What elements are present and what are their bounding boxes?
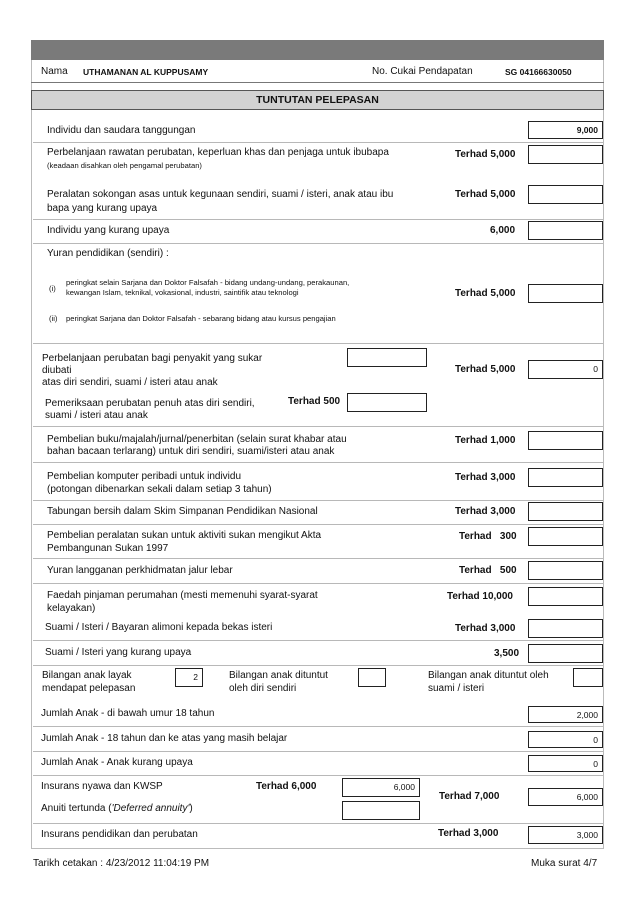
buku-label: Pembelian buku/majalah/jurnal/penerbitan (selain surat khabar atau: [47, 434, 347, 445]
anak-sendiri-label-2: oleh diri sendiri: [229, 683, 297, 694]
yuran-i-text: peringkat selain Sarjana dan Doktor Falsafah - bidang undang-undang, perakaunan,: [66, 278, 350, 287]
anuiti-label: [41, 803, 193, 815]
row-line: [33, 500, 603, 501]
komputer-input[interactable]: [528, 468, 603, 487]
suamiokukurang-label: Suami / Isteri yang kurang upaya: [45, 647, 192, 658]
perumahan-label-2: kelayakan): [47, 603, 96, 614]
anak-sendiri-label: Bilangan anak dituntut: [229, 670, 328, 681]
peralatan-input[interactable]: [528, 185, 603, 204]
pendidikan-value[interactable]: 3,000: [528, 826, 603, 844]
top-bar: [31, 40, 604, 60]
row-line: [33, 775, 603, 776]
section-title: TUNTUTAN PELEPASAN: [31, 90, 604, 110]
row-line: [33, 751, 603, 752]
alimoni-label: Suami / Isteri / Bayaran alimoni kepada bekas isteri: [45, 622, 273, 633]
anak-pasangan-label-2: suami / isteri: [428, 683, 485, 694]
sukan-limit: Terhad 300: [459, 531, 517, 542]
pemeriksaan-label: Pemeriksaan perubatan penuh atas diri sendiri,: [45, 398, 255, 409]
pemeriksaan-limit: Terhad 500: [288, 396, 341, 407]
row-line: [33, 823, 603, 824]
suamiokukurang-amount: 3,500: [494, 648, 520, 659]
perumahan-input[interactable]: [528, 587, 603, 606]
rawatan-label: Perbelanjaan rawatan perubatan, keperluan khas dan penjaga untuk ibubapa: [47, 147, 389, 158]
rawatan-input[interactable]: [528, 145, 603, 164]
perumahan-label: Faedah pinjaman perumahan (mesti memenuhi syarat-syarat: [47, 590, 318, 601]
row-line: [33, 243, 603, 244]
perumahan-limit: Terhad 10,000: [447, 591, 513, 602]
nama-label: Nama: [41, 66, 68, 77]
anak-layak-label: Bilangan anak layak: [42, 670, 132, 681]
yuran-input[interactable]: [528, 284, 603, 303]
insurans-inner-value[interactable]: 6,000: [342, 778, 420, 797]
insurans-label: Insurans nyawa dan KWSP: [41, 781, 163, 792]
anuiti-label-post: ): [189, 803, 193, 814]
yuran-i-text-2: kewangan Islam, teknikal, vokasional, industri, saintifik atau teknologi: [66, 288, 299, 297]
anuiti-label-pre: Anuiti tertunda (: [41, 803, 112, 814]
suamiokukurang-input[interactable]: [528, 644, 603, 663]
anak-layak-value[interactable]: 2: [175, 668, 203, 687]
yuran-ii-num: (ii): [49, 314, 58, 323]
row-line: [33, 142, 603, 143]
okukurang-input[interactable]: [528, 221, 603, 240]
okukurang-amount: 6,000: [490, 225, 516, 236]
row-line: [33, 583, 603, 584]
bottom-line: [31, 848, 604, 849]
anakbelajar-label: Jumlah Anak - 18 tahun dan ke atas yang masih belajar: [41, 733, 288, 744]
row-line: [33, 219, 603, 220]
anak18-label: Jumlah Anak - di bawah umur 18 tahun: [41, 708, 215, 719]
yuran-i-num: (i): [49, 284, 56, 293]
anakokukurang-label: Jumlah Anak - Anak kurang upaya: [41, 757, 193, 768]
penyakit-label-3: atas diri sendiri, suami / isteri atau anak: [42, 377, 218, 388]
buku-input[interactable]: [528, 431, 603, 450]
insurans-value[interactable]: 6,000: [528, 788, 603, 806]
row-line: [33, 726, 603, 727]
individu-value: 9,000: [528, 121, 603, 139]
anuiti-label-italic: 'Deferred annuity': [111, 803, 190, 814]
sukan-input[interactable]: [528, 527, 603, 546]
row-line: [33, 640, 603, 641]
sukan-label-2: Pembangunan Sukan 1997: [47, 543, 169, 554]
anuiti-input[interactable]: [342, 801, 420, 820]
buku-label-2: bahan bacaan terlarang) untuk diri sendiri, suami/isteri atau anak: [47, 446, 335, 457]
penyakit-inner-input[interactable]: [347, 348, 427, 367]
insurans-limit: Terhad 7,000: [439, 791, 500, 802]
penyakit-label: Perbelanjaan perubatan bagi penyakit yang sukar: [42, 353, 263, 364]
row-line: [33, 462, 603, 463]
yuran-limit: Terhad 5,000: [455, 288, 516, 299]
jalurlebar-label: Yuran langganan perkhidmatan jalur lebar: [47, 565, 233, 576]
yuran-ii-text: peringkat Sarjana dan Doktor Falsafah - sebarang bidang atau kursus pengajian: [66, 314, 336, 323]
sspn-limit: Terhad 3,000: [455, 506, 516, 517]
penyakit-limit: Terhad 5,000: [455, 364, 516, 375]
anak-pasangan-input[interactable]: [573, 668, 603, 687]
rawatan-limit: Terhad 5,000: [455, 149, 516, 160]
anak18-value[interactable]: 2,000: [528, 706, 603, 723]
komputer-limit: Terhad 3,000: [455, 472, 516, 483]
row-line: [33, 558, 603, 559]
pemeriksaan-input[interactable]: [347, 393, 427, 412]
penyakit-label-2: diubati: [42, 365, 72, 376]
anak-pasangan-label: Bilangan anak dituntut oleh: [428, 670, 549, 681]
alimoni-input[interactable]: [528, 619, 603, 638]
penyakit-value[interactable]: 0: [528, 360, 603, 379]
anak-layak-label-2: mendapat pelepasan: [42, 683, 136, 694]
peralatan-label-2: bapa yang kurang upaya: [47, 203, 158, 214]
komputer-label: Pembelian komputer peribadi untuk individu: [47, 471, 242, 482]
anakokukurang-value[interactable]: 0: [528, 755, 603, 772]
buku-limit: Terhad 1,000: [455, 435, 516, 446]
divider: [31, 82, 604, 83]
pendidikan-label: Insurans pendidikan dan perubatan: [41, 829, 198, 840]
sspn-input[interactable]: [528, 502, 603, 521]
sukan-label: Pembelian peralatan sukan untuk aktiviti sukan mengikut Akta: [47, 530, 322, 541]
cukai-label: No. Cukai Pendapatan: [372, 66, 473, 77]
okukurang-label: Individu yang kurang upaya: [47, 225, 170, 236]
nama-value: UTHAMANAN AL KUPPUSAMY: [83, 67, 209, 77]
row-line: [33, 343, 603, 344]
peralatan-label: Peralatan sokongan asas untuk kegunaan sendiri, suami / isteri, anak atau ibu: [47, 189, 394, 200]
insurans-inner-limit: Terhad 6,000: [256, 781, 317, 792]
anak-sendiri-input[interactable]: [358, 668, 386, 687]
rawatan-note: (keadaan disahkan oleh pengamal perubatan): [47, 161, 202, 170]
jalurlebar-input[interactable]: [528, 561, 603, 580]
sspn-label: Tabungan bersih dalam Skim Simpanan Pendidikan Nasional: [47, 506, 318, 517]
individu-label: Individu dan saudara tanggungan: [47, 125, 196, 136]
peralatan-limit: Terhad 5,000: [455, 189, 516, 200]
komputer-label-2: (potongan dibenarkan sekali dalam setiap 3 tahun): [47, 484, 272, 495]
page-number: Muka surat 4/7: [531, 858, 598, 869]
pemeriksaan-label-2: suami / isteri atau anak: [45, 410, 148, 421]
print-date: Tarikh cetakan : 4/23/2012 11:04:19 PM: [33, 858, 210, 869]
alimoni-limit: Terhad 3,000: [455, 623, 516, 634]
jalurlebar-limit: Terhad 500: [459, 565, 517, 576]
cukai-value: SG 04166630050: [505, 67, 572, 77]
anakbelajar-value[interactable]: 0: [528, 731, 603, 748]
pendidikan-limit: Terhad 3,000: [438, 828, 499, 839]
row-line: [33, 665, 603, 666]
row-line: [33, 426, 603, 427]
yuran-label: Yuran pendidikan (sendiri) :: [47, 248, 169, 259]
row-line: [33, 524, 603, 525]
